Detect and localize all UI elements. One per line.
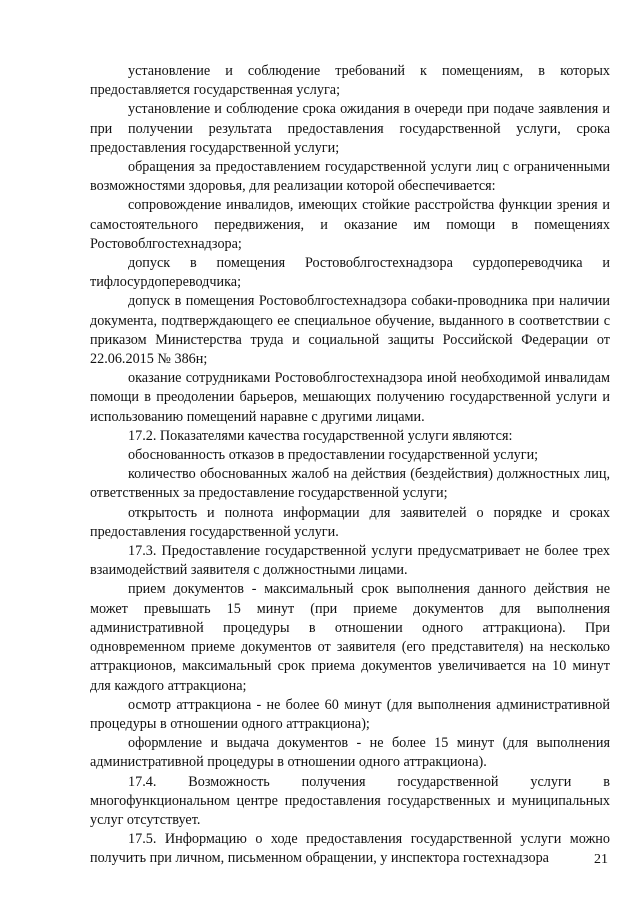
paragraph-quality-indicators-heading: 17.2. Показателями качества государственной услуги являются: (128, 427, 513, 444)
paragraph-inspection: осмотр аттракциона - не более 60 минут (для выполнения административной процедуры в отношении одного аттракциона); (90, 696, 610, 732)
paragraph-progress-information: 17.5. Информацию о ходе предоставления государственной услуги можно получить при личном, письменном обращении, у инспектора гостехнадзора (90, 831, 610, 867)
paragraph-waiting-time: установление и соблюдение срока ожидания в очереди при подаче заявления и при получении результата предоставления государственной услуги, срока предоставления государственной услуги; (90, 101, 610, 156)
paragraph-premises-requirements: установление и соблюдение требований к помещениям, в которых предоставляется государственная услуга; (90, 63, 610, 99)
paragraph-disabled-access: обращения за предоставлением государственной услуги лиц с ограниченными возможностями здоровья, для реализации которой обеспечивается: (90, 159, 610, 195)
paragraph-information-openness: открытость и полнота информации для заявителей о порядке и сроках предоставления государственной услуги. (90, 504, 610, 540)
paragraph-complaints-count: количество обоснованных жалоб на действия (бездействия) должностных лиц, ответственных за предоставление государственной услуги; (90, 466, 610, 502)
document-page (90, 62, 610, 869)
paragraph-document-reception: прием документов - максимальный срок выполнения данного действия не может превышать 15 минут (при приеме документов для выполнения административной процедуры в отношении одного аттракциона). При одновременном приеме документов от заявителя (его представителя) на несколько аттракционов, максимальный срок приема документов увеличивается на 10 минут для каждого аттракциона; (90, 581, 610, 694)
paragraph-staff-assistance: оказание сотрудниками Ростовоблгостехнадзора иной необходимой инвалидам помощи в преодолении барьеров, мешающих получению государственной услуги и использованию помещений наравне с другими лицами. (90, 370, 610, 425)
page-number: 21 (594, 852, 608, 867)
paragraph-refusals-validity: обоснованность отказов в предоставлении государственной услуги; (128, 447, 539, 464)
paragraph-document-issuance: оформление и выдача документов - не более 15 минут (для выполнения административной процедуры в отношении одного аттракциона). (90, 735, 610, 771)
paragraph-escort-disabled: сопровождение инвалидов, имеющих стойкие расстройства функции зрения и самостоятельного передвижения, и оказание им помощи в помещениях Ростовоблгостехнадзора; (90, 197, 610, 252)
paragraph-guide-dog: допуск в помещения Ростовоблгостехнадзора собаки-проводника при наличии документа, подтверждающего ее специальное обучение, выданного в соответствии с приказом Министерства труда и социальной защиты Российской Федерации от 22.06.2015 № 386н; (90, 293, 610, 368)
paragraph-sign-interpreter: допуск в помещения Ростовоблгостехнадзора сурдопереводчика и тифлосурдопереводчика; (90, 255, 610, 291)
paragraph-mfc-availability: 17.4. Возможность получения государственной услуги в многофункциональном центре предоставления государственных и муниципальных услуг отсутствует. (90, 773, 610, 828)
paragraph-interactions-count: 17.3. Предоставление государственной услуги предусматривает не более трех взаимодействий заявителя с должностными лицами. (90, 543, 610, 579)
